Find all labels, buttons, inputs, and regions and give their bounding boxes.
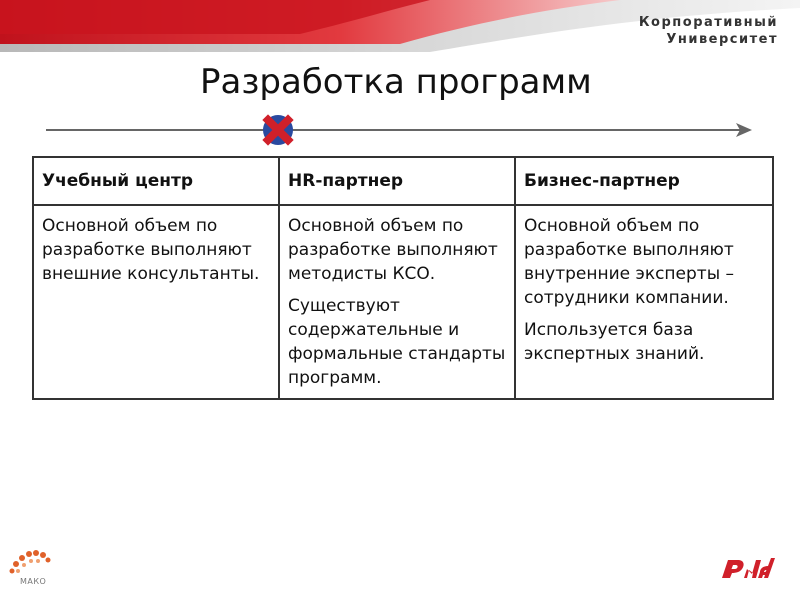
header-training-center: Учебный центр xyxy=(33,157,279,205)
brand-line-1: Корпоративный xyxy=(638,15,778,30)
rzd-logo xyxy=(716,552,776,584)
cell-business-partner xyxy=(515,205,773,399)
page-title: Разработка программ xyxy=(200,62,592,102)
table-header-row xyxy=(33,157,773,205)
cell-text: Используется база экспертных знаний. xyxy=(524,320,705,364)
table-row xyxy=(33,205,773,399)
cell-text: Существуют содержательные и формальные стандарты программ. xyxy=(288,296,506,388)
header-hr-partner: HR-партнер xyxy=(279,157,515,205)
header-business-partner: Бизнес-партнер xyxy=(515,157,773,205)
brand-line-2: Университет xyxy=(666,32,778,47)
cell-hr-partner xyxy=(279,205,515,399)
cell-training-center xyxy=(33,205,279,399)
cross-marker-icon xyxy=(263,115,293,145)
comparison-table xyxy=(32,156,774,400)
timeline-arrow xyxy=(0,110,800,150)
mako-logo xyxy=(4,548,64,598)
cell-text: Основной объем по разработке выполняют методисты КСО. xyxy=(288,216,498,284)
cell-text: Основной объем по разработке выполняют внешние консультанты. xyxy=(42,216,260,284)
cell-text: Основной объем по разработке выполняют внутренние эксперты – сотрудники компании. xyxy=(524,216,735,308)
brand-name xyxy=(639,14,778,48)
mako-label: МАКО xyxy=(20,577,47,586)
